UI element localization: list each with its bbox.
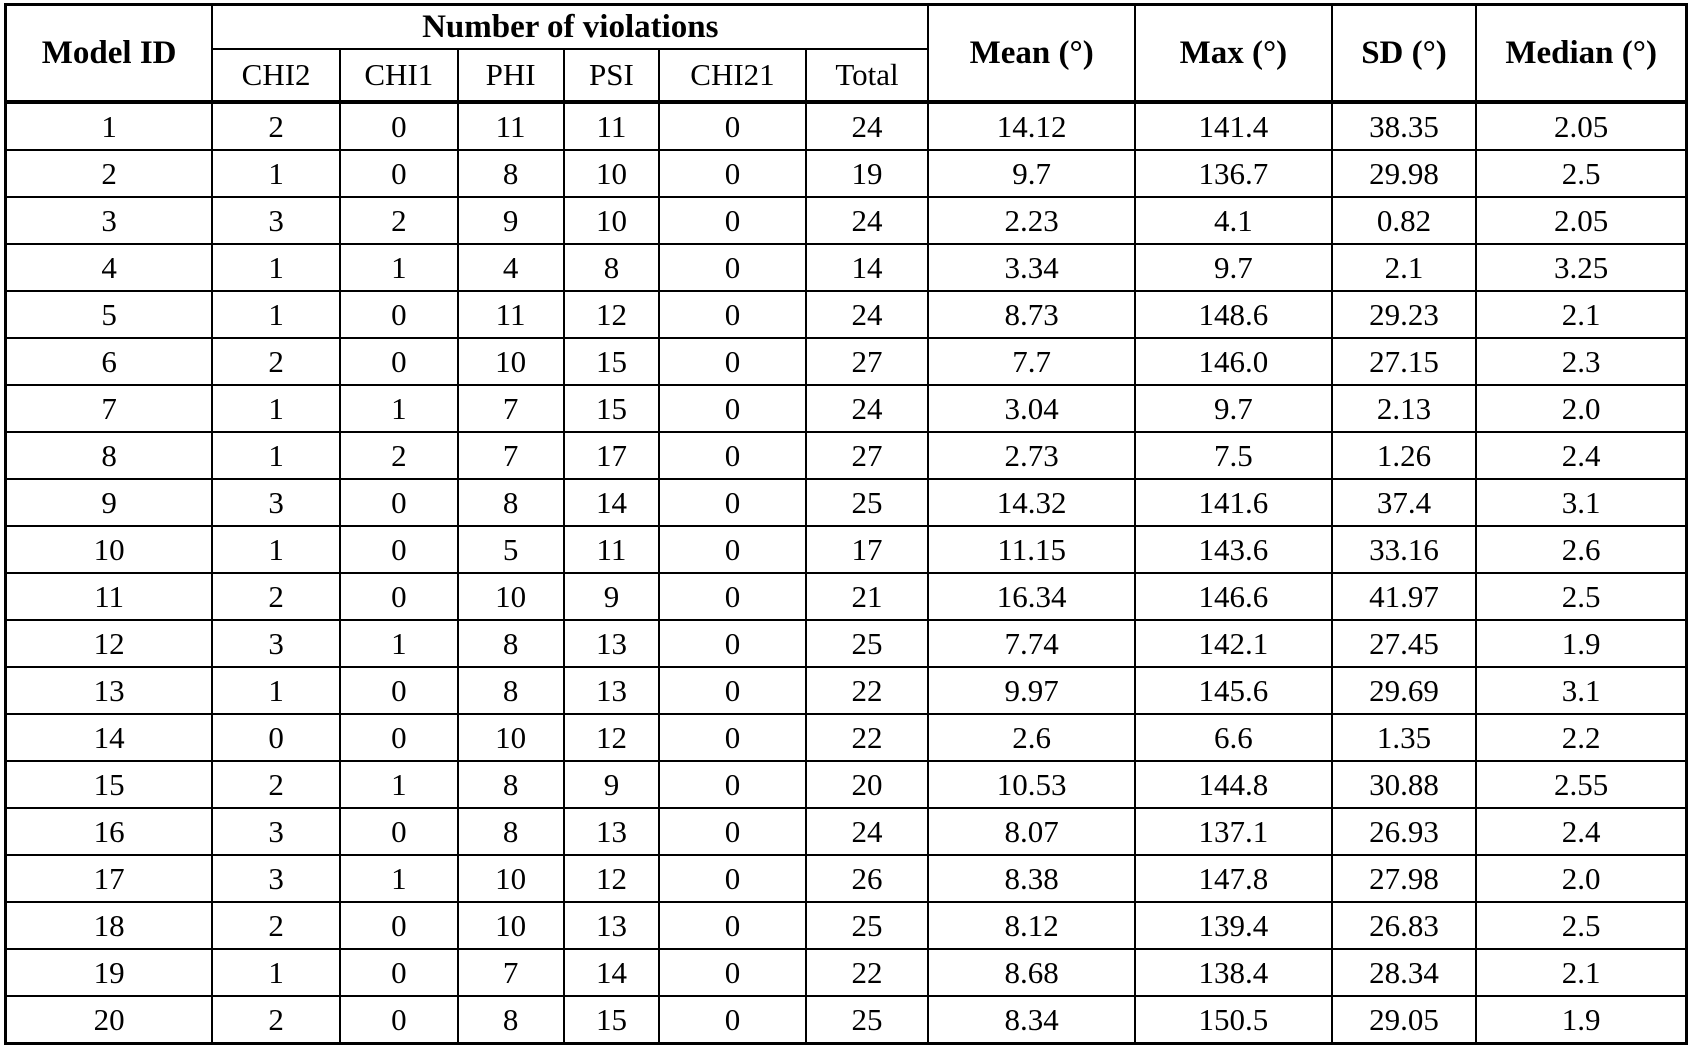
- cell-median: 3.1: [1476, 667, 1686, 714]
- cell-total: 22: [806, 667, 929, 714]
- cell-sd: 33.16: [1332, 526, 1477, 573]
- cell-model-id: 16: [6, 808, 213, 855]
- cell-total: 27: [806, 338, 929, 385]
- header-chi1: CHI1: [340, 49, 458, 102]
- header-violations-group: Number of violations: [212, 5, 928, 50]
- cell-chi1: 1: [340, 620, 458, 667]
- cell-chi1: 0: [340, 479, 458, 526]
- cell-mean: 7.74: [928, 620, 1135, 667]
- cell-chi1: 1: [340, 244, 458, 291]
- cell-model-id: 17: [6, 855, 213, 902]
- table-row: [6, 291, 1687, 338]
- cell-chi21: 0: [659, 620, 805, 667]
- cell-chi1: 1: [340, 855, 458, 902]
- cell-chi1: 0: [340, 667, 458, 714]
- cell-psi: 15: [564, 338, 660, 385]
- table-row: [6, 714, 1687, 761]
- table-row: [6, 244, 1687, 291]
- cell-sd: 27.45: [1332, 620, 1477, 667]
- cell-phi: 11: [458, 291, 564, 338]
- cell-median: 3.25: [1476, 244, 1686, 291]
- cell-total: 19: [806, 150, 929, 197]
- cell-psi: 11: [564, 526, 660, 573]
- cell-chi1: 0: [340, 902, 458, 949]
- cell-psi: 15: [564, 385, 660, 432]
- cell-mean: 9.7: [928, 150, 1135, 197]
- cell-mean: 8.68: [928, 949, 1135, 996]
- cell-phi: 8: [458, 761, 564, 808]
- cell-mean: 16.34: [928, 573, 1135, 620]
- cell-chi1: 0: [340, 996, 458, 1044]
- cell-sd: 0.82: [1332, 197, 1477, 244]
- cell-model-id: 20: [6, 996, 213, 1044]
- cell-chi21: 0: [659, 102, 805, 150]
- cell-sd: 29.98: [1332, 150, 1477, 197]
- cell-chi2: 3: [212, 620, 340, 667]
- table-header: [6, 5, 1687, 103]
- cell-median: 2.05: [1476, 197, 1686, 244]
- cell-chi2: 2: [212, 902, 340, 949]
- cell-phi: 7: [458, 385, 564, 432]
- cell-chi21: 0: [659, 432, 805, 479]
- cell-max: 137.1: [1135, 808, 1332, 855]
- cell-sd: 1.26: [1332, 432, 1477, 479]
- cell-max: 141.6: [1135, 479, 1332, 526]
- cell-chi2: 2: [212, 573, 340, 620]
- cell-chi21: 0: [659, 996, 805, 1044]
- cell-total: 24: [806, 102, 929, 150]
- cell-total: 25: [806, 620, 929, 667]
- cell-chi21: 0: [659, 150, 805, 197]
- cell-model-id: 4: [6, 244, 213, 291]
- cell-chi2: 2: [212, 996, 340, 1044]
- cell-median: 2.3: [1476, 338, 1686, 385]
- cell-phi: 10: [458, 902, 564, 949]
- cell-max: 143.6: [1135, 526, 1332, 573]
- header-model-id: Model ID: [6, 5, 213, 103]
- cell-psi: 10: [564, 197, 660, 244]
- cell-phi: 8: [458, 996, 564, 1044]
- cell-mean: 7.7: [928, 338, 1135, 385]
- cell-phi: 4: [458, 244, 564, 291]
- cell-psi: 12: [564, 714, 660, 761]
- cell-max: 139.4: [1135, 902, 1332, 949]
- cell-chi1: 0: [340, 338, 458, 385]
- cell-chi21: 0: [659, 244, 805, 291]
- cell-phi: 8: [458, 620, 564, 667]
- cell-sd: 29.05: [1332, 996, 1477, 1044]
- cell-total: 21: [806, 573, 929, 620]
- cell-chi21: 0: [659, 573, 805, 620]
- cell-total: 25: [806, 479, 929, 526]
- cell-model-id: 3: [6, 197, 213, 244]
- cell-median: 2.2: [1476, 714, 1686, 761]
- cell-psi: 9: [564, 761, 660, 808]
- cell-chi1: 0: [340, 808, 458, 855]
- table-row: [6, 667, 1687, 714]
- cell-median: 2.1: [1476, 949, 1686, 996]
- cell-chi2: 1: [212, 385, 340, 432]
- cell-mean: 14.12: [928, 102, 1135, 150]
- cell-sd: 2.13: [1332, 385, 1477, 432]
- header-mean: Mean (°): [928, 5, 1135, 103]
- cell-psi: 14: [564, 479, 660, 526]
- cell-max: 145.6: [1135, 667, 1332, 714]
- cell-phi: 8: [458, 667, 564, 714]
- header-chi21: CHI21: [659, 49, 805, 102]
- table-row: [6, 949, 1687, 996]
- cell-chi2: 1: [212, 526, 340, 573]
- cell-chi21: 0: [659, 291, 805, 338]
- cell-model-id: 19: [6, 949, 213, 996]
- cell-model-id: 13: [6, 667, 213, 714]
- table-row: [6, 102, 1687, 150]
- cell-psi: 17: [564, 432, 660, 479]
- cell-model-id: 6: [6, 338, 213, 385]
- cell-sd: 28.34: [1332, 949, 1477, 996]
- table-row: [6, 620, 1687, 667]
- header-total: Total: [806, 49, 929, 102]
- cell-median: 2.6: [1476, 526, 1686, 573]
- table-row: [6, 479, 1687, 526]
- cell-chi21: 0: [659, 479, 805, 526]
- cell-total: 20: [806, 761, 929, 808]
- cell-mean: 2.73: [928, 432, 1135, 479]
- table-row: [6, 855, 1687, 902]
- cell-chi2: 1: [212, 667, 340, 714]
- cell-chi1: 1: [340, 385, 458, 432]
- cell-sd: 29.23: [1332, 291, 1477, 338]
- cell-max: 4.1: [1135, 197, 1332, 244]
- header-psi: PSI: [564, 49, 660, 102]
- cell-mean: 8.12: [928, 902, 1135, 949]
- cell-psi: 11: [564, 102, 660, 150]
- cell-model-id: 8: [6, 432, 213, 479]
- cell-model-id: 2: [6, 150, 213, 197]
- cell-total: 27: [806, 432, 929, 479]
- cell-median: 2.0: [1476, 385, 1686, 432]
- cell-chi21: 0: [659, 902, 805, 949]
- cell-chi21: 0: [659, 385, 805, 432]
- cell-model-id: 15: [6, 761, 213, 808]
- cell-model-id: 9: [6, 479, 213, 526]
- cell-median: 1.9: [1476, 620, 1686, 667]
- cell-sd: 2.1: [1332, 244, 1477, 291]
- cell-chi1: 0: [340, 291, 458, 338]
- cell-psi: 13: [564, 808, 660, 855]
- cell-total: 26: [806, 855, 929, 902]
- cell-max: 148.6: [1135, 291, 1332, 338]
- cell-phi: 11: [458, 102, 564, 150]
- cell-chi21: 0: [659, 714, 805, 761]
- cell-chi21: 0: [659, 855, 805, 902]
- cell-total: 25: [806, 996, 929, 1044]
- cell-median: 3.1: [1476, 479, 1686, 526]
- cell-chi1: 0: [340, 526, 458, 573]
- cell-phi: 8: [458, 479, 564, 526]
- cell-chi21: 0: [659, 761, 805, 808]
- table-row: [6, 902, 1687, 949]
- cell-psi: 9: [564, 573, 660, 620]
- cell-median: 2.4: [1476, 432, 1686, 479]
- cell-psi: 12: [564, 291, 660, 338]
- cell-max: 150.5: [1135, 996, 1332, 1044]
- cell-chi21: 0: [659, 338, 805, 385]
- cell-psi: 8: [564, 244, 660, 291]
- table-row: [6, 573, 1687, 620]
- cell-psi: 10: [564, 150, 660, 197]
- cell-max: 146.6: [1135, 573, 1332, 620]
- cell-sd: 30.88: [1332, 761, 1477, 808]
- cell-mean: 11.15: [928, 526, 1135, 573]
- cell-median: 2.1: [1476, 291, 1686, 338]
- cell-phi: 7: [458, 949, 564, 996]
- cell-chi21: 0: [659, 526, 805, 573]
- cell-sd: 27.15: [1332, 338, 1477, 385]
- cell-sd: 1.35: [1332, 714, 1477, 761]
- cell-chi2: 3: [212, 855, 340, 902]
- cell-chi2: 1: [212, 949, 340, 996]
- table-row: [6, 150, 1687, 197]
- cell-chi2: 1: [212, 291, 340, 338]
- cell-phi: 7: [458, 432, 564, 479]
- cell-chi1: 0: [340, 150, 458, 197]
- cell-chi1: 1: [340, 761, 458, 808]
- cell-chi21: 0: [659, 197, 805, 244]
- cell-max: 9.7: [1135, 385, 1332, 432]
- cell-max: 147.8: [1135, 855, 1332, 902]
- cell-model-id: 12: [6, 620, 213, 667]
- cell-mean: 10.53: [928, 761, 1135, 808]
- cell-chi21: 0: [659, 667, 805, 714]
- cell-mean: 9.97: [928, 667, 1135, 714]
- cell-max: 144.8: [1135, 761, 1332, 808]
- cell-max: 6.6: [1135, 714, 1332, 761]
- cell-chi2: 2: [212, 761, 340, 808]
- cell-median: 2.0: [1476, 855, 1686, 902]
- cell-sd: 38.35: [1332, 102, 1477, 150]
- header-phi: PHI: [458, 49, 564, 102]
- cell-chi2: 2: [212, 338, 340, 385]
- cell-phi: 10: [458, 573, 564, 620]
- cell-median: 2.5: [1476, 902, 1686, 949]
- cell-mean: 8.38: [928, 855, 1135, 902]
- cell-chi1: 0: [340, 949, 458, 996]
- cell-chi2: 3: [212, 197, 340, 244]
- cell-mean: 2.23: [928, 197, 1135, 244]
- cell-model-id: 7: [6, 385, 213, 432]
- cell-phi: 5: [458, 526, 564, 573]
- cell-median: 2.5: [1476, 573, 1686, 620]
- cell-mean: 8.07: [928, 808, 1135, 855]
- cell-max: 7.5: [1135, 432, 1332, 479]
- cell-total: 25: [806, 902, 929, 949]
- cell-phi: 8: [458, 150, 564, 197]
- cell-chi2: 1: [212, 244, 340, 291]
- cell-sd: 26.93: [1332, 808, 1477, 855]
- cell-model-id: 18: [6, 902, 213, 949]
- cell-mean: 14.32: [928, 479, 1135, 526]
- cell-model-id: 10: [6, 526, 213, 573]
- header-sd: SD (°): [1332, 5, 1477, 103]
- cell-max: 138.4: [1135, 949, 1332, 996]
- cell-max: 142.1: [1135, 620, 1332, 667]
- cell-psi: 12: [564, 855, 660, 902]
- cell-phi: 8: [458, 808, 564, 855]
- cell-sd: 37.4: [1332, 479, 1477, 526]
- cell-psi: 14: [564, 949, 660, 996]
- cell-model-id: 1: [6, 102, 213, 150]
- cell-psi: 15: [564, 996, 660, 1044]
- table-row: [6, 432, 1687, 479]
- cell-mean: 8.34: [928, 996, 1135, 1044]
- cell-phi: 10: [458, 338, 564, 385]
- violations-stats-table: [4, 3, 1688, 1045]
- cell-sd: 41.97: [1332, 573, 1477, 620]
- cell-chi1: 0: [340, 102, 458, 150]
- cell-max: 136.7: [1135, 150, 1332, 197]
- cell-sd: 26.83: [1332, 902, 1477, 949]
- table-row: [6, 197, 1687, 244]
- cell-total: 14: [806, 244, 929, 291]
- cell-total: 24: [806, 197, 929, 244]
- cell-mean: 8.73: [928, 291, 1135, 338]
- cell-total: 17: [806, 526, 929, 573]
- cell-sd: 27.98: [1332, 855, 1477, 902]
- table-row: [6, 526, 1687, 573]
- header-median: Median (°): [1476, 5, 1686, 103]
- table-row: [6, 385, 1687, 432]
- cell-total: 24: [806, 291, 929, 338]
- cell-median: 2.05: [1476, 102, 1686, 150]
- cell-max: 141.4: [1135, 102, 1332, 150]
- cell-phi: 10: [458, 855, 564, 902]
- cell-mean: 3.34: [928, 244, 1135, 291]
- cell-chi1: 2: [340, 197, 458, 244]
- header-max: Max (°): [1135, 5, 1332, 103]
- cell-chi1: 0: [340, 714, 458, 761]
- cell-phi: 10: [458, 714, 564, 761]
- cell-chi2: 3: [212, 479, 340, 526]
- cell-chi21: 0: [659, 808, 805, 855]
- cell-total: 22: [806, 949, 929, 996]
- cell-chi21: 0: [659, 949, 805, 996]
- cell-max: 9.7: [1135, 244, 1332, 291]
- cell-model-id: 11: [6, 573, 213, 620]
- cell-chi2: 1: [212, 432, 340, 479]
- cell-chi1: 0: [340, 573, 458, 620]
- table-row: [6, 761, 1687, 808]
- cell-chi2: 2: [212, 102, 340, 150]
- cell-model-id: 14: [6, 714, 213, 761]
- cell-median: 1.9: [1476, 996, 1686, 1044]
- table-body: [6, 102, 1687, 1044]
- cell-median: 2.55: [1476, 761, 1686, 808]
- cell-model-id: 5: [6, 291, 213, 338]
- cell-total: 24: [806, 385, 929, 432]
- cell-chi1: 2: [340, 432, 458, 479]
- header-chi2: CHI2: [212, 49, 340, 102]
- cell-psi: 13: [564, 667, 660, 714]
- cell-sd: 29.69: [1332, 667, 1477, 714]
- cell-mean: 2.6: [928, 714, 1135, 761]
- cell-max: 146.0: [1135, 338, 1332, 385]
- table-row: [6, 996, 1687, 1044]
- cell-psi: 13: [564, 620, 660, 667]
- cell-phi: 9: [458, 197, 564, 244]
- cell-chi2: 3: [212, 808, 340, 855]
- table-row: [6, 338, 1687, 385]
- cell-chi2: 1: [212, 150, 340, 197]
- cell-median: 2.4: [1476, 808, 1686, 855]
- cell-chi2: 0: [212, 714, 340, 761]
- cell-median: 2.5: [1476, 150, 1686, 197]
- cell-total: 22: [806, 714, 929, 761]
- cell-total: 24: [806, 808, 929, 855]
- cell-mean: 3.04: [928, 385, 1135, 432]
- cell-psi: 13: [564, 902, 660, 949]
- table-row: [6, 808, 1687, 855]
